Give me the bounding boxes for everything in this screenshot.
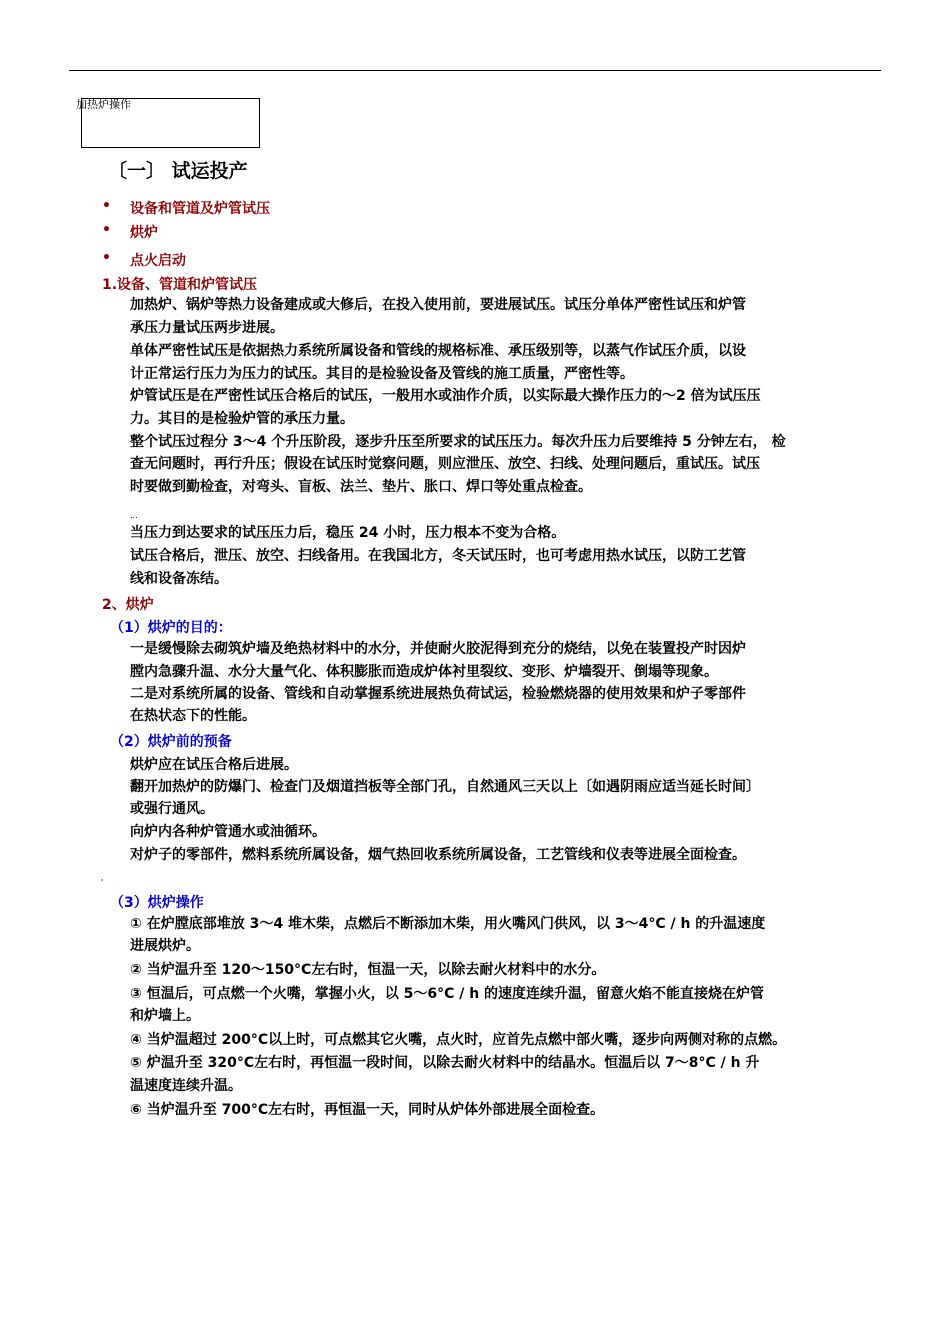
part1-line: 力。其目的是检验炉管的承压力量。 xyxy=(130,411,354,427)
bullet-dot-icon: • xyxy=(102,198,111,214)
part1-line: 当压力到达要求的试压压力后，稳压 24 小时，压力根本不变为合格。 xyxy=(130,525,566,541)
part2-sub1-line: 膛内急骤升温、水分大量气化、体积膨胀而造成炉体衬里裂纹、变形、炉墙裂开、倒塌等现象。 xyxy=(130,664,718,680)
page-mark: ... xyxy=(130,511,138,520)
part2-sub2-line: 向炉内各种炉管通水或油循环。 xyxy=(130,824,326,840)
part2-sub1-line: 一是缓慢除去砌筑炉墙及绝热材料中的水分，并使耐火胶泥得到充分的烧结，以免在装置投产时因炉 xyxy=(130,641,746,657)
part1-line: 时要做到勤检查，对弯头、盲板、法兰、垫片、胀口、焊口等处重点检查。 xyxy=(130,479,592,495)
part2-sub2-line: 翻开加热炉的防爆门、检查门及烟道挡板等全部门孔，自然通风三天以上〔如遇阴雨应适当延长时间〕 xyxy=(130,779,760,795)
part1-line: 整个试压过程分 3～4 个升压阶段，逐步升压至所要求的试压压力。每次升压力后要维持 5 分钟左右， 检 xyxy=(130,434,786,450)
part1-line: 线和设备冻结。 xyxy=(130,571,228,587)
bullet-dot-icon: • xyxy=(102,250,111,266)
part2-heading: 2、烘炉 xyxy=(102,597,154,613)
page-mark: ' xyxy=(101,878,104,887)
part2-sub3-line: ③ 恒温后，可点燃一个火嘴，掌握小火，以 5～6°C / h 的速度连续升温，留意火焰不能直接烧在炉管 xyxy=(130,986,765,1002)
part2-sub3-line: ⑥ 当炉温升至 700°C左右时，再恒温一天，同时从炉体外部进展全面检查。 xyxy=(130,1102,605,1118)
bullet-label: 烘炉 xyxy=(130,225,158,241)
part2-sub3-line: ① 在炉膛底部堆放 3～4 堆木柴，点燃后不断添加木柴，用火嘴风门供风，以 3～4°C / h 的升温速度 xyxy=(130,916,766,932)
part1-line: 试压合格后，泄压、放空、扫线备用。在我国北方，冬天试压时，也可考虑用热水试压，以防工艺管 xyxy=(130,548,746,564)
part2-sub2-line: 或强行通风。 xyxy=(130,801,214,817)
part2-sub3-line: 进展烘炉。 xyxy=(130,938,200,954)
part2-sub1-heading: （1）烘炉的目的： xyxy=(110,620,232,636)
part2-sub3-heading: （3）烘炉操作 xyxy=(110,895,204,911)
part2-sub3-line: ② 当炉温升至 120～150°C左右时，恒温一天，以除去耐火材料中的水分。 xyxy=(130,962,606,978)
part1-line: 炉管试压是在严密性试压合格后的试压，一般用水或油作介质，以实际最大操作压力的～2 倍为试压压 xyxy=(130,388,761,404)
part2-sub3-line: 和炉墙上。 xyxy=(130,1008,200,1024)
part1-line: 计正常运行压力为压力的试压。其目的是检验设备及管线的施工质量，严密性等。 xyxy=(130,366,634,382)
part1-line: 承压力量试压两步进展。 xyxy=(130,320,284,336)
part1-line: 单体严密性试压是依据热力系统所属设备和管线的规格标准、承压级别等，以蒸气作试压介质，以设 xyxy=(130,343,746,359)
bullet-label: 点火启动 xyxy=(130,253,186,269)
part2-sub3-line: ⑤ 炉温升至 320°C左右时，再恒温一段时间，以除去耐火材料中的结晶水。恒温后以 7～8°C / h 升 xyxy=(130,1055,760,1071)
part2-sub2-line: 烘炉应在试压合格后进展。 xyxy=(130,757,298,773)
part1-heading: 1.设备、管道和炉管试压 xyxy=(102,277,258,293)
header-label: 加热炉操作 xyxy=(76,98,131,111)
header-rule xyxy=(69,70,881,71)
part2-sub2-heading: （2）烘炉前的预备 xyxy=(110,734,232,750)
part2-sub1-line: 二是对系统所属的设备、管线和自动掌握系统进展热负荷试运，检验燃烧器的使用效果和炉子零部件 xyxy=(130,686,746,702)
part1-line: 查无问题时，再行升压；假设在试压时觉察问题，则应泄压、放空、扫线、处理问题后，重试压。试压 xyxy=(130,456,760,472)
part2-sub3-line: ④ 当炉温超过 200°C以上时，可点燃其它火嘴，点火时，应首先点燃中部火嘴，逐步向两侧对称的点燃。 xyxy=(130,1032,787,1048)
section-title: 〔一〕 试运投产 xyxy=(108,160,248,182)
part2-sub1-line: 在热状态下的性能。 xyxy=(130,708,256,724)
bullet-dot-icon: • xyxy=(102,222,111,238)
part2-sub2-line: 对炉子的零部件，燃料系统所属设备，烟气热回收系统所属设备，工艺管线和仪表等进展全面检查。 xyxy=(130,847,746,863)
bullet-label: 设备和管道及炉管试压 xyxy=(130,201,270,217)
part2-sub3-line: 温速度连续升温。 xyxy=(130,1078,242,1094)
part1-line: 加热炉、锅炉等热力设备建成或大修后，在投入使用前，要进展试压。试压分单体严密性试压和炉管 xyxy=(130,297,746,313)
